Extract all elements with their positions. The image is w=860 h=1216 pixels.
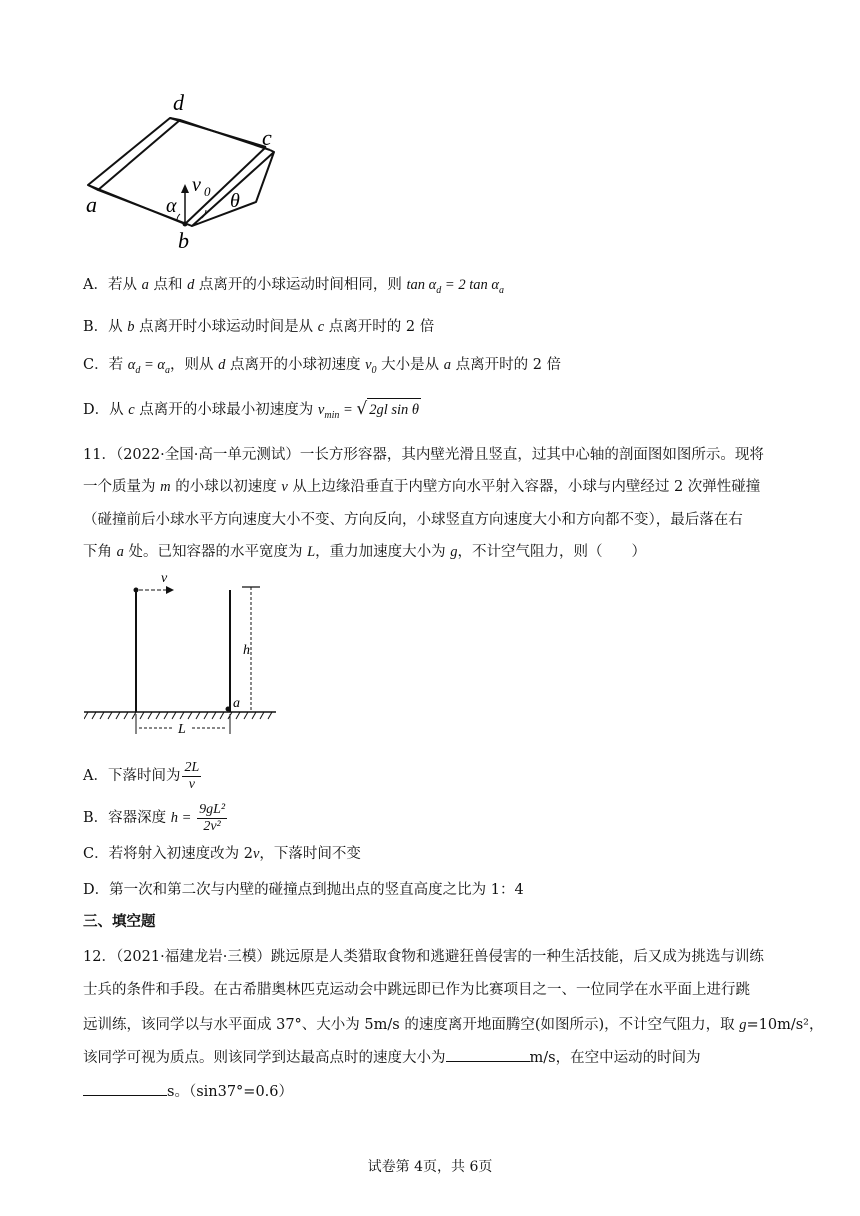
section-heading: 三、填空题	[83, 913, 156, 930]
container-figure	[84, 572, 284, 742]
label-d: d	[173, 90, 184, 115]
q11-option-c: C．若将射入初速度改为 2v，下落时间不变	[83, 846, 361, 862]
label-v0-sub: 0	[204, 184, 211, 199]
top-edge-strip	[88, 118, 180, 190]
label-L: L	[178, 722, 186, 737]
q11-line-3: （碰撞前后小球水平方向速度大小不变、方向反向，小球竖直方向速度大小和方向都不变），最后落在右	[83, 512, 743, 528]
q12-line-5: s。（sin37°=0.6）	[83, 1081, 293, 1103]
label-b: b	[178, 228, 189, 253]
q11-option-d: D．第一次和第二次与内壁的碰撞点到抛出点的竖直高度之比为 1：4	[83, 882, 524, 898]
label-a: a	[86, 192, 97, 217]
q12-line-4: 该同学可视为质点。则该同学到达最高点时的速度大小为 m/s，在空中运动的时间为	[83, 1047, 701, 1069]
q12-line-3: 远训练，该同学以与水平面成 37°、大小为 5m/s 的速度离开地面腾空(如图所示)，不计空气阻力，取 g=10m/s²，	[83, 1017, 824, 1033]
q11-line-1: 11．（2022·全国·高一单元测试）一长方形容器，其内壁光滑且竖直，过其中心轴的剖面图如图所示。现将	[83, 447, 764, 463]
q10-option-a: A．若从 a 点和 d 点离开的小球运动时间相同，则 $\tan \alpha_d = 2$ $\tan \alpha_a$	[83, 277, 504, 296]
label-theta: θ	[230, 190, 240, 212]
q11-line-4: 下角 a 处。已知容器的水平宽度为 L，重力加速度大小为 g，不计空气阻力，则（ ）	[83, 544, 647, 560]
label-a: a	[233, 696, 240, 711]
incline-figure	[80, 90, 290, 255]
label-h: h	[243, 643, 250, 658]
label-v: v	[161, 572, 168, 586]
q10-option-b: B．从 b 点离开时小球运动时间是从 c 点离开时的 2 倍	[83, 319, 435, 335]
q10-option-d: D．从 c 点离开的小球最小初速度为 $v_{min}$ = √ 2gl sin θ	[83, 399, 420, 421]
label-c: c	[262, 125, 272, 150]
answer-blank-1[interactable]	[446, 1047, 530, 1062]
q10-option-c: C．若 $\alpha_d = \alpha_a$，则从 d 点离开的小球初速度 $v_0$ 大小是从 a 点离开时的 2 倍	[83, 357, 562, 376]
q12-line-1: 12．（2021·福建龙岩·三模）跳远原是人类猎取食物和逃避狂兽侵害的一种生活技能，后又成为挑选与训练	[83, 949, 764, 965]
q11-line-2: 一个质量为 m 的小球以初速度 v 从上边缘沿垂直于内壁方向水平射入容器，小球与内壁经过 2 次弹性碰撞	[83, 479, 761, 495]
q12-line-2: 士兵的条件和手段。在古希腊奥林匹克运动会中跳远即已作为比赛项目之一、一位同学在水平面上进行跳	[83, 982, 750, 998]
q11-option-b: B．容器深度 h = $\frac{\text{9gL²}}{\text{2v²}}$	[83, 801, 226, 834]
q11-option-a: A．下落时间为 $\frac{2L}{v}$	[83, 759, 200, 792]
answer-blank-2[interactable]	[83, 1081, 167, 1096]
page-footer: 试卷第 4页，共 6页	[367, 1159, 493, 1175]
label-v0: v	[192, 174, 201, 196]
label-alpha: α	[166, 195, 177, 217]
